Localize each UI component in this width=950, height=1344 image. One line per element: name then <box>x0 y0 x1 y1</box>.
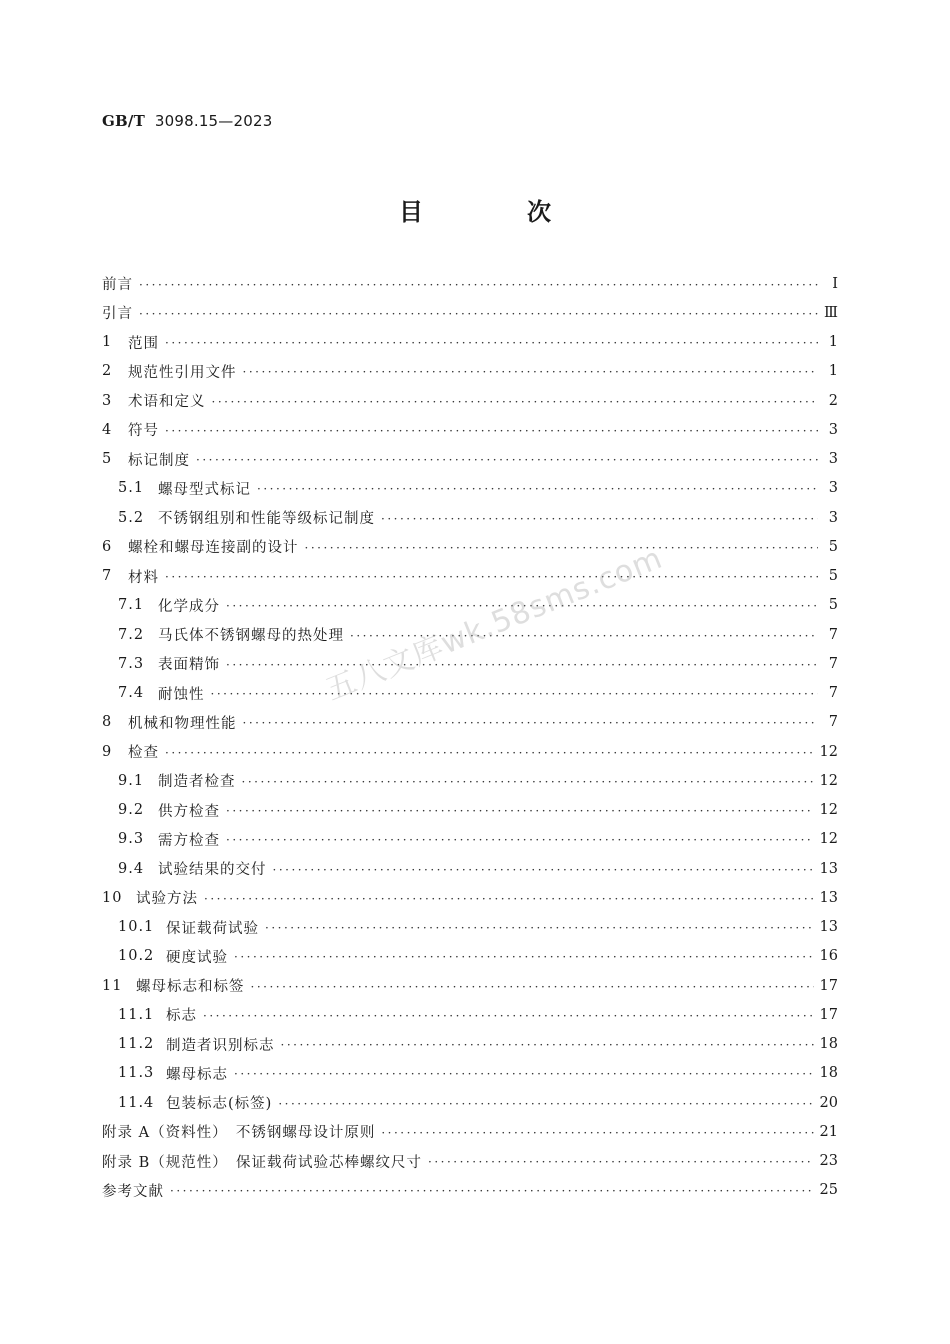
toc-entry-number: 10.2 <box>118 948 155 965</box>
toc-entry-label: 化学成分 <box>158 598 220 615</box>
toc-leader-dots <box>139 278 818 292</box>
toc-entry-number: 4 <box>102 421 113 438</box>
toc-entry-page: 12 <box>819 831 838 848</box>
toc-entry-number: 11 <box>102 977 123 994</box>
toc-entry-page: 16 <box>819 948 838 965</box>
toc-entry-label: 供方检查 <box>158 803 220 820</box>
toc-leader-dots <box>170 1184 814 1198</box>
toc-entry-number: 11.4 <box>118 1094 155 1111</box>
toc-entry-page: 20 <box>819 1094 838 1111</box>
toc-entry-page: 18 <box>819 1036 838 1053</box>
toc-entry-label: 包装标志(标签) <box>166 1096 273 1113</box>
page-title: 目 次 <box>399 198 591 226</box>
toc-entry-page: 2 <box>828 392 838 409</box>
toc-entry-label: 试验结果的交付 <box>158 862 267 879</box>
toc-entry-label: 表面精饰 <box>158 657 220 674</box>
toc-leader-dots <box>165 336 818 350</box>
toc-entry[interactable] <box>102 269 838 298</box>
toc-entry-page: 23 <box>819 1153 838 1170</box>
toc-entry[interactable] <box>102 532 838 561</box>
toc-entry[interactable] <box>102 913 838 942</box>
toc-entry-page: Ⅰ <box>832 275 838 292</box>
toc-entry-page: 13 <box>819 860 838 877</box>
toc-entry-label: 制造者检查 <box>158 774 236 791</box>
toc-entry[interactable] <box>102 1030 838 1059</box>
toc-entry-page: 7 <box>828 626 838 643</box>
toc-entry-number: 9.3 <box>118 831 145 848</box>
toc-leader-dots <box>203 1009 814 1023</box>
toc-entry-label: 附录 B（规范性） 保证载荷试验芯棒螺纹尺寸 <box>102 1154 423 1171</box>
toc-leader-dots <box>242 775 814 789</box>
watermark: 五八文库wk.58sms.com <box>320 540 668 708</box>
toc-entry-number: 11.2 <box>118 1036 155 1053</box>
toc-leader-dots <box>234 950 814 964</box>
toc-entry-number: 8 <box>102 714 113 731</box>
toc-entry[interactable] <box>102 1147 838 1176</box>
toc-entry-number: 7.2 <box>118 626 145 643</box>
toc-entry[interactable] <box>102 679 838 708</box>
toc-entry[interactable] <box>102 357 838 386</box>
toc-entry-label: 制造者识别标志 <box>166 1037 275 1054</box>
toc-entry-label: 螺母型式标记 <box>158 481 251 498</box>
toc-entry[interactable] <box>102 737 838 766</box>
toc-entry[interactable] <box>102 1088 838 1117</box>
toc-entry[interactable] <box>102 825 838 854</box>
toc-entry-page: 5 <box>828 568 838 585</box>
toc-entry-page: 7 <box>828 655 838 672</box>
toc-entry-label: 螺母标志和标签 <box>136 979 245 996</box>
toc-leader-dots <box>281 1038 814 1052</box>
toc-leader-dots <box>251 980 814 994</box>
toc-entry-page: 18 <box>819 1065 838 1082</box>
toc-entry-label: 附录 A（资料性） 不锈钢螺母设计原则 <box>102 1125 376 1142</box>
toc-entry-page: 3 <box>828 421 838 438</box>
toc-entry[interactable] <box>102 766 838 795</box>
toc-leader-dots <box>165 424 818 438</box>
toc-entry[interactable] <box>102 971 838 1000</box>
toc-leader-dots <box>305 541 819 555</box>
toc-entry-label: 引言 <box>102 306 133 323</box>
toc-entry-label: 检查 <box>128 745 159 762</box>
toc-leader-dots <box>211 687 819 701</box>
toc-entry[interactable] <box>102 883 838 912</box>
toc-leader-dots <box>273 863 814 877</box>
toc-entry-page: 21 <box>819 1123 838 1140</box>
toc-entry-label: 保证载荷试验 <box>166 920 259 937</box>
toc-entry[interactable] <box>102 796 838 825</box>
toc-entry-number: 10 <box>102 889 123 906</box>
toc-entry[interactable] <box>102 386 838 415</box>
toc-entry-page: 25 <box>819 1182 838 1199</box>
toc-entry-number: 5.2 <box>118 509 145 526</box>
toc-leader-dots <box>243 716 819 730</box>
toc-entry-label: 不锈钢组别和性能等级标记制度 <box>158 511 375 528</box>
toc-entry-label: 术语和定义 <box>128 394 206 411</box>
toc-entry-page: 13 <box>819 919 838 936</box>
toc-entry-number: 9.1 <box>118 772 145 789</box>
toc-entry-number: 9.4 <box>118 860 145 877</box>
toc-leader-dots <box>428 1155 814 1169</box>
toc-entry-label: 范围 <box>128 335 159 352</box>
standard-prefix: GB/T <box>102 112 145 130</box>
toc-entry[interactable] <box>102 562 838 591</box>
toc-entry-page: 13 <box>819 889 838 906</box>
toc-entry[interactable] <box>102 415 838 444</box>
toc-entry-number: 2 <box>102 363 113 380</box>
toc-entry-number: 7 <box>102 568 113 585</box>
toc-entry-label: 规范性引用文件 <box>128 364 237 381</box>
toc-entry-label: 螺母标志 <box>166 1066 228 1083</box>
toc-entry-page: 17 <box>819 1006 838 1023</box>
toc-leader-dots <box>278 1097 813 1111</box>
toc-leader-dots <box>226 658 818 672</box>
toc-entry-page: 12 <box>819 772 838 789</box>
toc-leader-dots <box>234 1067 814 1081</box>
toc-entry-label: 材料 <box>128 569 159 586</box>
standard-code <box>102 112 272 130</box>
toc-entry[interactable] <box>102 708 838 737</box>
toc-entry[interactable] <box>102 942 838 971</box>
toc-leader-dots <box>381 512 818 526</box>
toc-entry-label: 硬度试验 <box>166 949 228 966</box>
toc-entry-page: 3 <box>828 480 838 497</box>
toc-entry[interactable] <box>102 503 838 532</box>
toc-entry[interactable] <box>102 328 838 357</box>
toc-entry-label: 机械和物理性能 <box>128 715 237 732</box>
toc-entry-page: Ⅲ <box>824 304 838 321</box>
toc-entry-page: 5 <box>828 538 838 555</box>
toc-entry-label: 试验方法 <box>136 891 198 908</box>
toc-entry-number: 5.1 <box>118 480 145 497</box>
toc-leader-dots <box>204 892 814 906</box>
toc-entry-number: 1 <box>102 334 113 351</box>
toc-entry-number: 3 <box>102 392 113 409</box>
toc-leader-dots <box>196 453 818 467</box>
toc-entry[interactable] <box>102 1000 838 1029</box>
toc-leader-dots <box>381 1126 813 1140</box>
toc-entry-number: 11.3 <box>118 1065 155 1082</box>
toc-entry[interactable] <box>102 1059 838 1088</box>
toc-entry-number: 5 <box>102 451 113 468</box>
toc-entry-page: 3 <box>828 509 838 526</box>
toc-entry-label: 标记制度 <box>128 452 190 469</box>
toc-leader-dots <box>165 570 818 584</box>
toc-leader-dots <box>226 833 814 847</box>
toc-entry-number: 9.2 <box>118 802 145 819</box>
toc-entry-number: 10.1 <box>118 919 155 936</box>
toc-entry-label: 马氏体不锈钢螺母的热处理 <box>158 628 344 645</box>
toc-entry-label: 需方检查 <box>158 832 220 849</box>
toc-entry-page: 3 <box>828 451 838 468</box>
toc-entry-label: 标志 <box>166 1008 197 1025</box>
toc-entry-number: 7.1 <box>118 597 145 614</box>
toc-entry-page: 1 <box>828 334 838 351</box>
standard-number: 3098.15—2023 <box>154 112 273 130</box>
toc-leader-dots <box>243 365 819 379</box>
toc-entry-page: 1 <box>828 363 838 380</box>
toc-leader-dots <box>265 921 814 935</box>
toc-entry-label: 符号 <box>128 423 159 440</box>
toc-entry-page: 17 <box>819 977 838 994</box>
toc-entry-page: 7 <box>828 685 838 702</box>
toc-entry-number: 7.3 <box>118 655 145 672</box>
toc-entry-page: 12 <box>819 802 838 819</box>
toc-entry[interactable] <box>102 1176 838 1205</box>
toc-leader-dots <box>165 746 814 760</box>
toc-entry[interactable] <box>102 445 838 474</box>
toc-leader-dots <box>226 804 814 818</box>
toc-leader-dots <box>212 395 819 409</box>
toc-entry-label: 耐蚀性 <box>158 686 205 703</box>
table-of-contents <box>102 269 838 1205</box>
toc-entry[interactable] <box>102 854 838 883</box>
toc-entry[interactable] <box>102 1117 838 1146</box>
toc-entry-number: 6 <box>102 538 113 555</box>
toc-entry-label: 螺栓和螺母连接副的设计 <box>128 540 299 557</box>
toc-leader-dots <box>139 307 818 321</box>
toc-entry-label: 前言 <box>102 277 133 294</box>
toc-leader-dots <box>257 482 818 496</box>
toc-entry[interactable] <box>102 298 838 327</box>
toc-entry-number: 11.1 <box>118 1006 155 1023</box>
toc-entry-number: 9 <box>102 743 113 760</box>
toc-entry-page: 12 <box>819 743 838 760</box>
toc-entry-page: 5 <box>828 597 838 614</box>
toc-entry-label: 参考文献 <box>102 1183 164 1200</box>
toc-entry[interactable] <box>102 474 838 503</box>
toc-entry-number: 7.4 <box>118 685 145 702</box>
toc-entry-page: 7 <box>828 714 838 731</box>
